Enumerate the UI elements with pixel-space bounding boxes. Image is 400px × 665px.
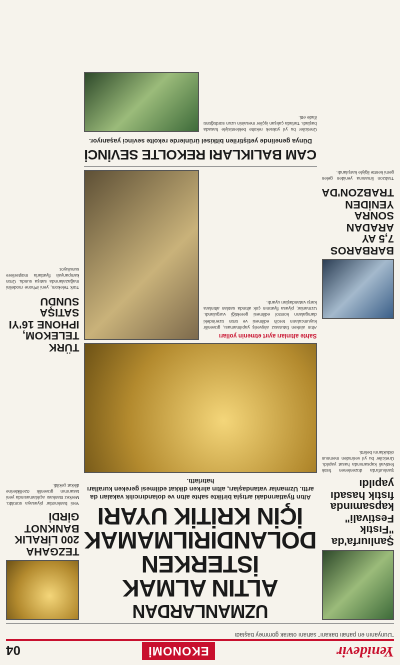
banknote-photo — [6, 560, 79, 620]
telekom-body: Türk Telekom, yeni iPhone modelini mağazalarında satışa sundu. Ürün kampanyalı fiyatlarla müşterilere sunuluyor. — [6, 266, 80, 291]
ship-photo — [322, 259, 394, 319]
page-header — [6, 639, 394, 661]
cam-body: Üreticiler bu yıl yüksek rekolte beklentisiyle hasada başladı. Tarlada çalışan işçiler mesainin uzun sürdüğünü ifade etti. — [203, 115, 317, 133]
main-headline[interactable]: ALTIN ALMAK İSTERKEN DOLANDIRILMAMAK İÇİN KRİTİK UYARI — [84, 502, 317, 601]
banknote-body: Yeni banknotlar piyasaya sürüldü. Merkez Bankası açıklamasında yeni tasarımın güvenlik özelliklerine dikkat çekildi. — [6, 482, 80, 506]
teaser-strip — [6, 623, 394, 639]
content-grid — [6, 10, 394, 620]
main-subhead: Sahte altınları ayırt etmenin yolları — [219, 331, 317, 338]
telekom-headline[interactable]: TÜRK TELEKOM, IPHONE 16'YI SATIŞA SUNDU — [8, 294, 80, 353]
barbaros-headline[interactable]: BARBAROS 7,5 AY ARADAN SONRA YENİDEN TRABZON'DA — [321, 185, 394, 256]
right-column — [6, 10, 79, 620]
cam-headline[interactable]: CAM BALIKLARI REKOLTE SEVİNCİ — [84, 147, 316, 167]
gold-photo — [84, 343, 316, 473]
pistachio-body: Şanlıurfa'da düzenlenen fıstık festivali kapsamında hasat yapıldı. Üreticiler bu yıl verimden memnun olduklarını belirtti. — [321, 449, 394, 473]
teaser-left[interactable]: "Dünyanın en pahalı bakanı" sahanı olarak gömmey başladı — [234, 631, 394, 637]
jeweler-photo — [84, 170, 199, 340]
cam-deck: Dünya genelinde yetiştirilen bitkisel ürünlerde rekolte sevinci yaşanıyor. — [89, 136, 312, 144]
field-photo — [84, 73, 199, 133]
left-column — [322, 10, 394, 620]
page-number: 04 — [6, 643, 21, 659]
main-headline-lead: UZMANLARDAN — [132, 601, 269, 621]
barbaros-body: Trabzon limanına yeniden gelen gemi kentte ilgiyle karşılandı. — [321, 170, 394, 182]
main-deck: Altın fiyatlarındaki artışla birlikte sahte altın ve dolandırıcılık vakaları da arttı. Uzmanlar vatandaşları, altın alırken dikkat edilmesi gereken kuralları hatırlattı. — [87, 476, 314, 500]
pistachio-photo — [322, 550, 394, 620]
cam-columns — [84, 73, 316, 133]
newspaper-logo: Yenidevir — [336, 643, 394, 660]
main-body-columns — [84, 170, 316, 340]
banknote-headline[interactable]: TEZGAHA 200 LİRALIK BANKNOT GİRDİ — [14, 510, 80, 557]
pistachio-headline[interactable]: Şanlıurfa'da "Fıstık Festivali" kapsamında fıstık hasadı yapıldı — [330, 477, 394, 547]
main-column — [84, 10, 316, 620]
section-tag: EKONOMİ — [142, 642, 215, 660]
main-body: Altın alırken faturasız alışveriş yapılmaması, güvenilir kuyumcuların tercih edilmesi ve ürün üzerindeki damgaların kontrol edilmesi gerektiği vurgulandı. Uzmanlar, piyasa fiyatının çok altında satılan altınlara karşı vatandaşları uyardı. — [203, 300, 317, 330]
